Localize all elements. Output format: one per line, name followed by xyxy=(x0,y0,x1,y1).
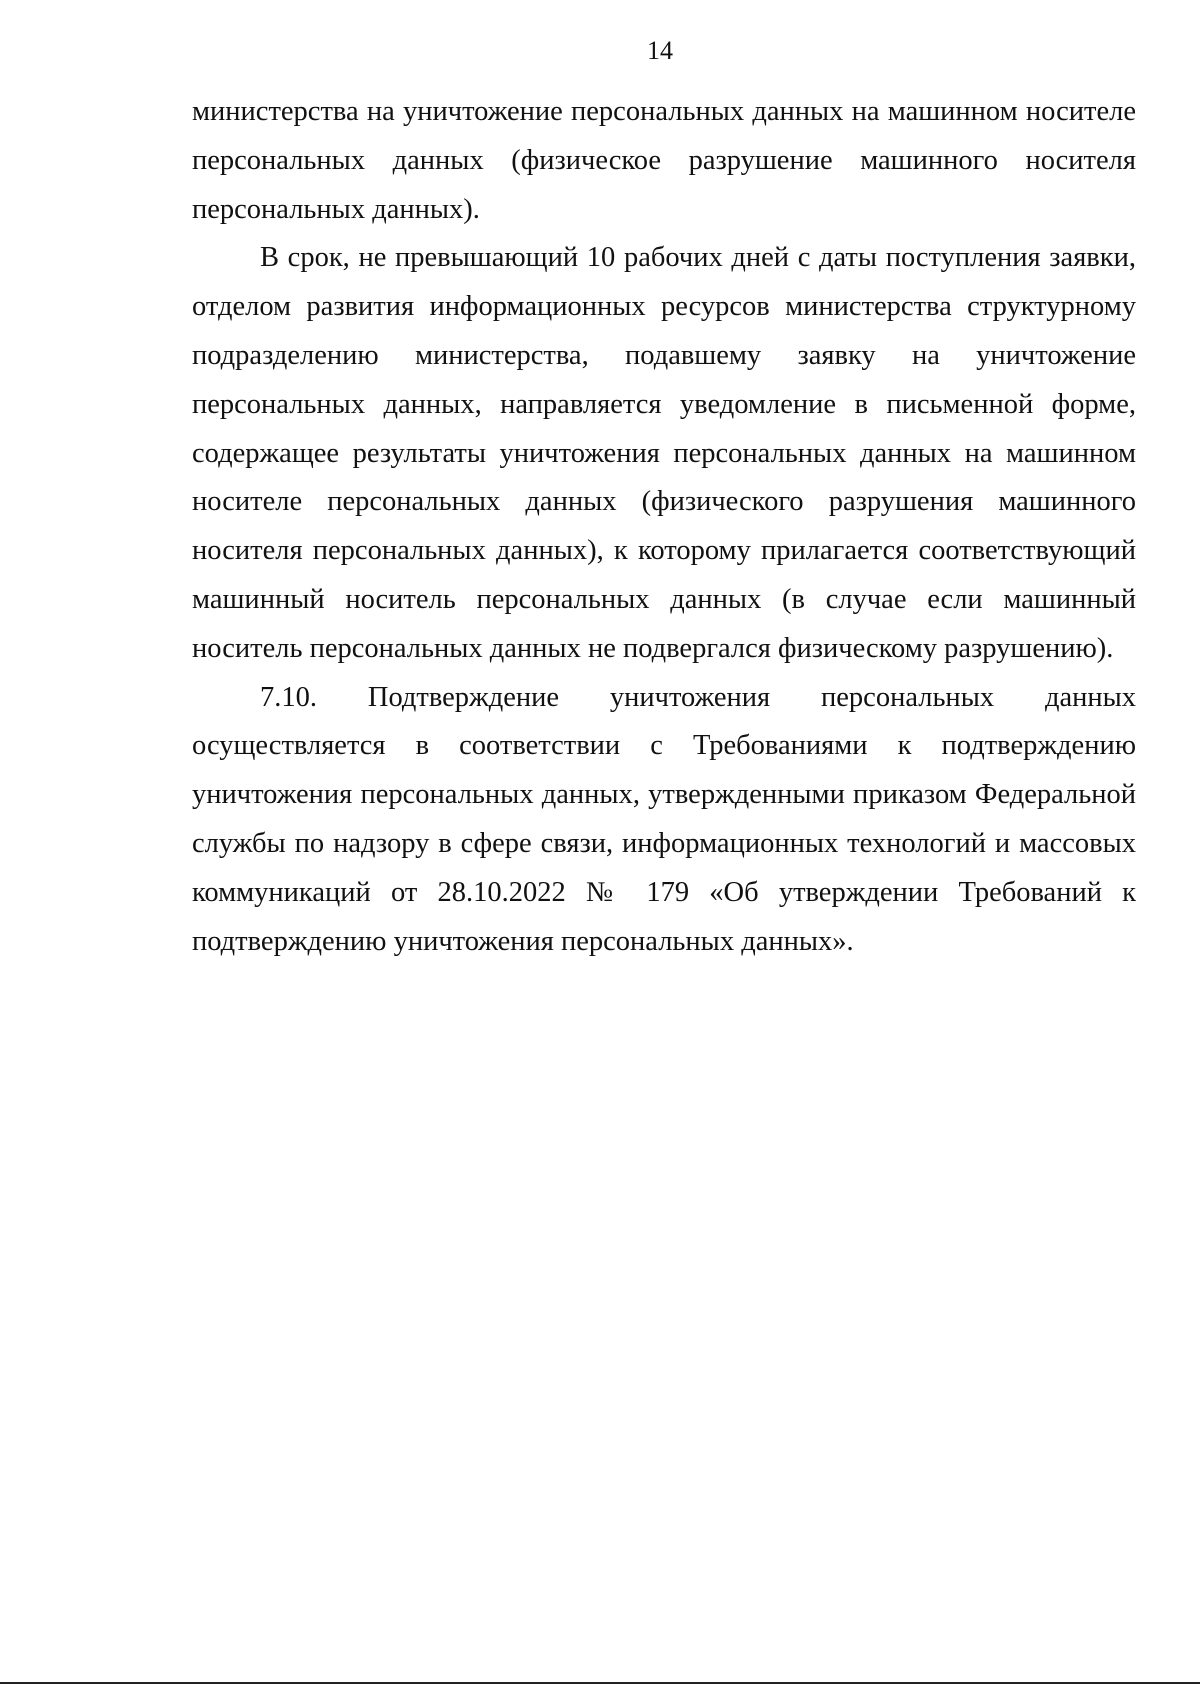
paragraph-7-10: 7.10. Подтверждение уничтожения персональных данных осуществляется в соответствии с Требованиями к подтверждению уничтожения персональных данных, утвержденными приказом Федеральной службы по надзору в сфере связи, информационных технологий и массовых коммуникаций от 28.10.2022 № 179 «Об утверждении Требований к подтверждению уничтожения персональных данных». xyxy=(192,681,1136,957)
page-number: 14 xyxy=(647,36,673,65)
paragraph-notification: В срок, не превышающий 10 рабочих дней с даты поступления заявки, отделом развития информационных ресурсов министерства структурному подразделению министерства, подавшему заявку на уничтожение персональных данных, направляется уведомление в письменной форме, содержащее результаты уничтожения персональных данных на машинном носителе персональных данных (физического разрушения машинного носителя персональных данных), к которому прилагается соответствующий машинный носитель персональных данных (в случае если машинный носитель персональных данных не подвергался физическому разрушению). xyxy=(192,242,1136,664)
bottom-edge-line xyxy=(0,1682,1200,1684)
paragraph-continuation: министерства на уничтожение персональных данных на машинном носителе персональных данных (физическое разрушение машинного носителя персональных данных). xyxy=(192,96,1136,225)
document-body xyxy=(192,88,1136,966)
